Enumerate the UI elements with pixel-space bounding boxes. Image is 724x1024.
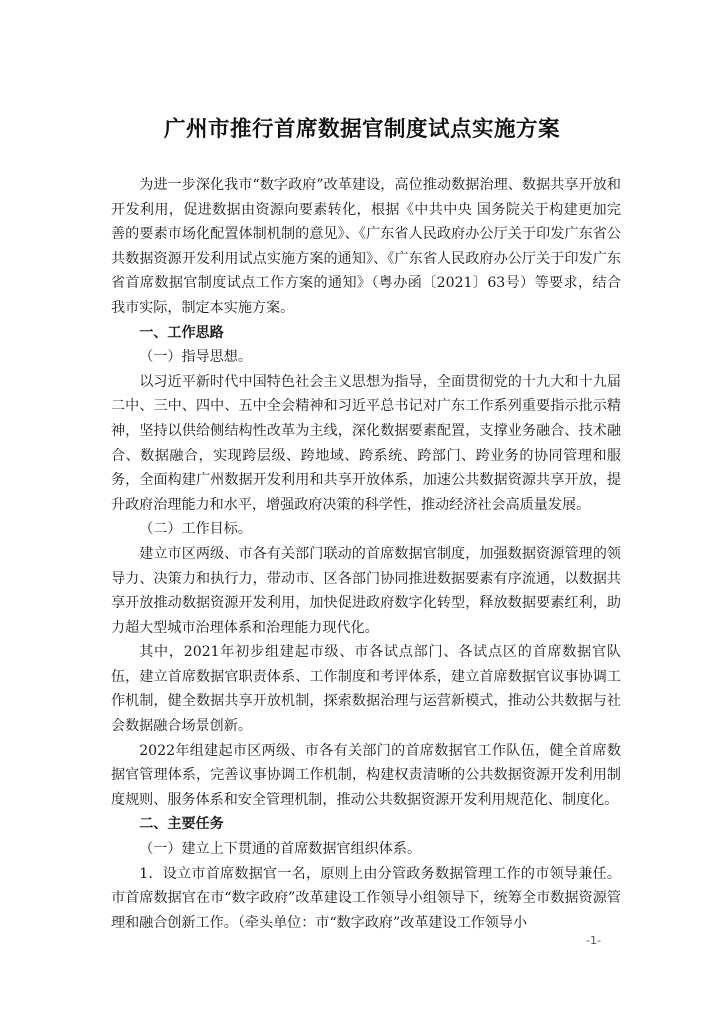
body-paragraph: 建立市区两级、市各有关部门联动的首席数据官制度，加强数据资源管理的领导力、决策力和执行力，带动市、区各部门协同推进数据要素有序流通，以数据共享开放推动数据资源开发利用，加快促进政府数字化转型，释放数据要素红利，助力超大型城市治理体系和治理能力现代化。 [111,545,621,636]
section-heading: 二、主要任务 [139,816,224,833]
document-title: 广州市推行首席数据官制度试点实施方案 [163,117,560,142]
section-heading: 一、工作思路 [139,324,224,341]
page-number: -1- [586,934,601,947]
body-paragraph: 以习近平新时代中国特色社会主义思想为指导，全面贯彻党的十九大和十九届二中、三中、四中、五中全会精神和习近平总书记对广东工作系列重要指示批示精神，坚持以供给侧结构性改革为主线，深化数据要素配置，支撑业务融合、技术融合、数据融合，实现跨层级、跨地域、跨系统、跨部门、跨业务的协同管理和服务，全面构建广州数据开发利用和共享开放体系，加速公共数据资源共享开放，提升政府治理能力和水平，增强政府决策的科学性，推动经济社会高质量发展。 [111,373,621,513]
subsection-heading: （一）指导思想。 [139,349,252,366]
body-paragraph: 1．设立市首席数据官一名，原则上由分管政务数据管理工作的市领导兼任。市首席数据官在市“数字政府”改革建设工作领导小组领导下，统筹全市数据资源管理和融合创新工作。（牵头单位：市“数字政府”改革建设工作领导小 [111,865,621,931]
body-paragraph: 2022年组建起市区两级、市各有关部门的首席数据官工作队伍，健全首席数据官管理体系，完善议事协调工作机制，构建权责清晰的公共数据资源开发利用制度规则、服务体系和安全管理机制，推动公共数据资源开发利用规范化、制度化。 [111,742,621,808]
intro-paragraph: 为进一步深化我市“数字政府”改革建设，高位推动数据治理、数据共享开放和开发利用，促进数据由资源向要素转化，根据《中共中央 国务院关于构建更加完善的要素市场化配置体制机制的意见》、《广东省人民政府办公厅关于印发广东省公共数据资源开发利用试点实施方案的通知》、《广东省人民政府办公厅关于印发广东省首席数据官制度试点工作方案的通知》（粤办函〔2021〕63号）等要求，结合我市实际，制定本实施方案。 [111,177,621,316]
body-paragraph: 其中，2021年初步组建起市级、市各试点部门、各试点区的首席数据官队伍，建立首席数据官职责体系、工作制度和考评体系，建立首席数据官议事协调工作机制，健全数据共享开放机制，探索数据治理与运营新模式，推动公共数据与社会数据融合场景创新。 [111,644,621,735]
subsection-heading: （二）工作目标。 [139,521,252,538]
subsection-heading: （一）建立上下贯通的首席数据官组织体系。 [139,841,422,858]
document-body [111,173,621,935]
